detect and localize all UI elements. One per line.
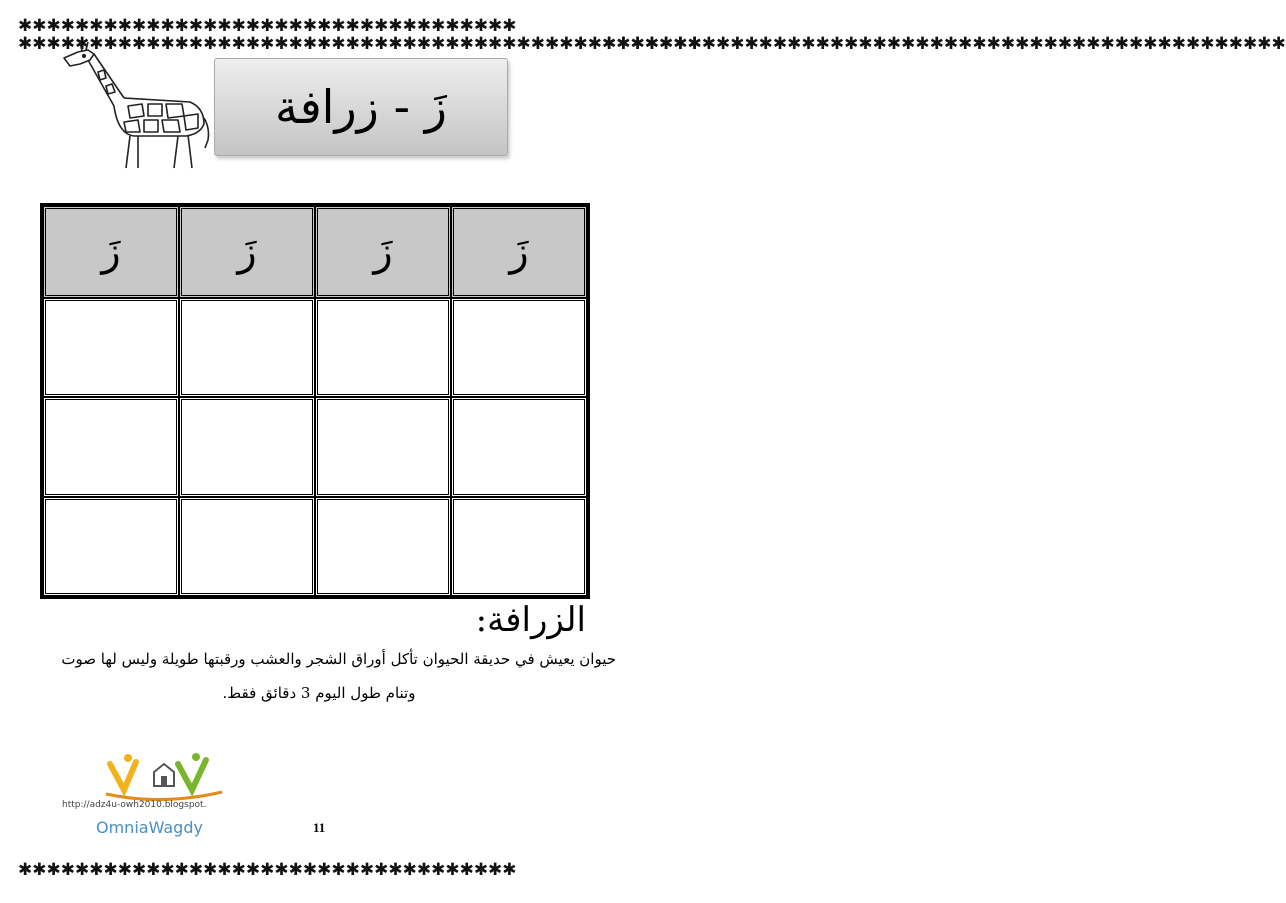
letter-cell: زَ [315,206,451,298]
writing-cell [451,298,587,397]
giraffe-illustration [58,36,216,170]
title-box [214,58,508,156]
border-top: ✱✱✱✱✱✱✱✱✱✱✱✱✱✱✱✱✱✱✱✱✱✱✱✱✱✱✱✱✱✱✱✱✱✱✱ [18,16,517,36]
writing-row [43,397,587,496]
writing-row [43,298,587,397]
logo-name: OmniaWagdy [96,818,203,837]
logo-figures-icon [102,752,232,802]
author-logo [62,752,232,844]
letter-practice-grid [40,203,590,599]
header-row [43,206,587,298]
writing-cell [43,397,179,496]
border-left: ✱✱✱✱✱✱✱✱✱✱✱✱✱✱✱✱✱✱✱✱✱✱✱✱✱✱✱✱✱✱✱✱✱✱✱✱✱✱✱✱✱✱✱✱✱✱✱✱ [18,34,702,54]
border-bottom: ✱✱✱✱✱✱✱✱✱✱✱✱✱✱✱✱✱✱✱✱✱✱✱✱✱✱✱✱✱✱✱✱✱✱✱ [18,860,517,880]
letter-cell: زَ [43,206,179,298]
writing-row [43,497,587,596]
writing-cell [315,298,451,397]
writing-cell [179,298,315,397]
description-heading: الزرافة: [475,600,586,640]
logo-url: http://adz4u-owh2010.blogspot. [62,800,207,810]
description-line-1: حيوان يعيش في حديقة الحيوان تأكل أوراق الشجر والعشب ورقبتها طويلة وليس لها صوت [61,650,616,668]
writing-cell [43,497,179,596]
page-number: 11 [313,820,326,835]
writing-cell [179,397,315,496]
writing-cell [451,497,587,596]
letter-cell: زَ [451,206,587,298]
writing-cell [315,497,451,596]
writing-cell [43,298,179,397]
border-right: ✱✱✱✱✱✱✱✱✱✱✱✱✱✱✱✱✱✱✱✱✱✱✱✱✱✱✱✱✱✱✱✱✱✱✱✱✱✱✱✱✱✱✱✱✱✱✱✱ [602,34,1286,54]
page-title: زَ - زرافة [275,80,447,134]
letter-cell: زَ [179,206,315,298]
writing-cell [451,397,587,496]
writing-cell [179,497,315,596]
description-line-2: وتنام طول اليوم 3 دقائق فقط. [222,684,416,702]
writing-cell [315,397,451,496]
